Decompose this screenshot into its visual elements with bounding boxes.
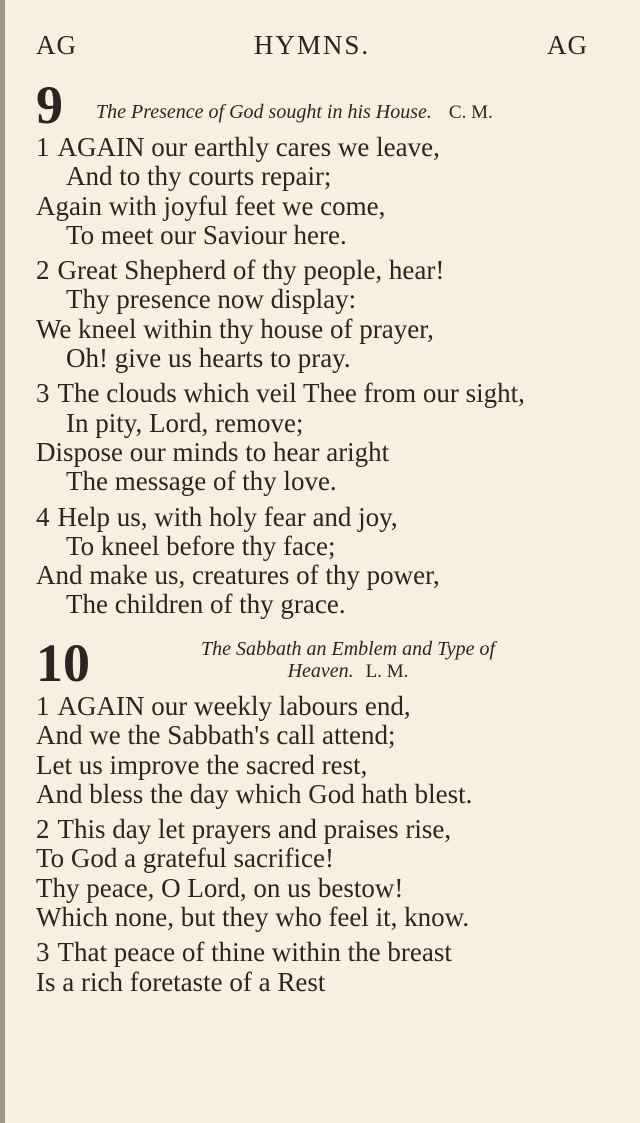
verse-line: Which none, but they who feel it, know. xyxy=(36,902,470,933)
verse-line: The message of thy love. xyxy=(66,466,337,497)
verse xyxy=(36,503,630,620)
verse-number: 3 xyxy=(36,937,50,968)
verse-number: 2 xyxy=(36,814,50,845)
verse-line-text: Great Shepherd of thy people, hear! xyxy=(57,255,445,286)
verse-line-text: This day let prayers and praises rise, xyxy=(57,814,452,845)
verse-line-text: That peace of thine within the breast xyxy=(57,937,452,968)
verse-line: Oh! give us hearts to pray. xyxy=(66,343,351,374)
hymn-9-heading xyxy=(36,75,588,135)
page-binding-edge xyxy=(0,0,5,1123)
verse-line xyxy=(36,379,630,408)
verse-line: To kneel before thy face; xyxy=(66,530,336,561)
verse-line: And we the Sabbath's call attend; xyxy=(36,720,396,751)
hymn-9-verses xyxy=(36,133,630,626)
verse-line: In pity, Lord, remove; xyxy=(66,407,304,438)
verse xyxy=(36,815,630,932)
verse-line xyxy=(36,938,630,967)
verse-line-text: AGAIN our earthly cares we leave, xyxy=(57,132,440,162)
hymn-number: 10 xyxy=(36,633,90,693)
verse-line: And to thy courts repair; xyxy=(66,161,332,192)
verse-number: 3 xyxy=(36,378,50,409)
verse-line: The children of thy grace. xyxy=(66,589,346,620)
verse-number: 1 xyxy=(36,691,50,721)
hymn-title-continuation: Heaven. xyxy=(287,660,354,682)
verse-line: To God a grateful sacrifice! xyxy=(36,843,334,874)
verse-line: Dispose our minds to hear aright xyxy=(36,436,390,467)
hymn-meter: C. M. xyxy=(448,102,493,123)
verse-line: And make us, creatures of thy power, xyxy=(36,560,440,591)
verse-line: To meet our Saviour here. xyxy=(66,219,347,250)
verse xyxy=(36,692,630,809)
verse-line xyxy=(36,692,630,721)
verse-line xyxy=(36,815,630,844)
verse-line-text: The clouds which veil Thee from our sight, xyxy=(57,378,525,409)
running-header xyxy=(36,30,588,70)
verse-line: Is a rich foretaste of a Rest xyxy=(36,966,326,997)
verse xyxy=(36,133,630,250)
hymn-title-text: The Sabbath an Emblem and Type of xyxy=(200,638,496,660)
verse-number: 2 xyxy=(36,255,50,286)
verse-line xyxy=(36,256,630,285)
verse-line: Thy presence now display: xyxy=(66,284,357,315)
verse-number: 1 xyxy=(36,132,50,162)
verse-line xyxy=(36,133,630,162)
verse-line: We kneel within thy house of prayer, xyxy=(36,313,434,344)
hymn-title-line2 xyxy=(128,660,568,683)
verse xyxy=(36,256,630,373)
hymn-10-verses xyxy=(36,692,630,1003)
hymn-meter: L. M. xyxy=(365,661,409,682)
verse-line-text: AGAIN our weekly labours end, xyxy=(57,691,411,721)
header-right-keyword: AG xyxy=(547,30,588,60)
verse-line: Let us improve the sacred rest, xyxy=(36,749,368,780)
verse-line: Thy peace, O Lord, on us bestow! xyxy=(36,872,404,903)
verse-line xyxy=(36,503,630,532)
verse-line: And bless the day which God hath blest. xyxy=(36,778,473,809)
verse-line-text: Help us, with holy fear and joy, xyxy=(57,501,398,532)
header-title: HYMNS. xyxy=(253,30,371,60)
hymn-title xyxy=(96,101,588,124)
hymn-number: 9 xyxy=(36,75,63,135)
header-left-keyword: AG xyxy=(36,30,77,60)
verse xyxy=(36,938,630,997)
verse-line: Again with joyful feet we come, xyxy=(36,190,386,221)
hymn-title xyxy=(128,638,568,683)
verse-number: 4 xyxy=(36,501,50,532)
hymn-title-text: The Presence of God sought in his House. xyxy=(96,101,432,123)
verse xyxy=(36,379,630,496)
hymn-10-heading xyxy=(36,634,588,692)
